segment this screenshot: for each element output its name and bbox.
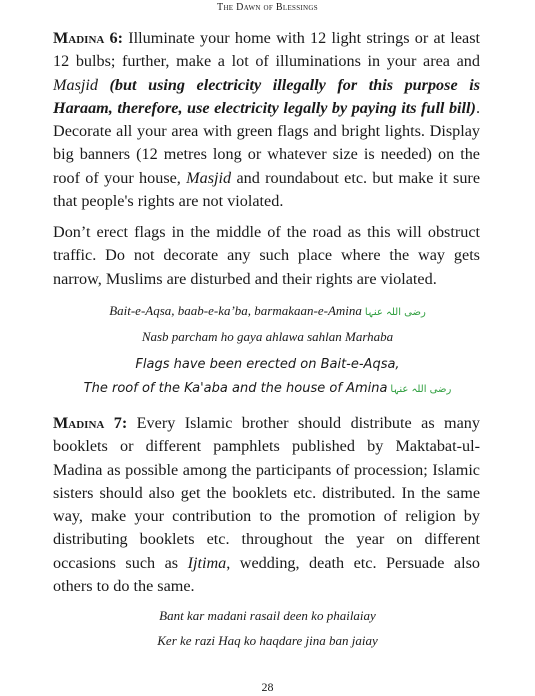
verse-1-line-1-text: Bait-e-Aqsa, baab-e-ka’ba, barmakaan-e-Amina (109, 303, 362, 318)
madina-6-label: Madina 6: (53, 29, 124, 47)
verse-1-line-1 (0, 303, 535, 319)
ijtima-term: Ijtima (187, 553, 227, 572)
verse-1-translation-2-text: The roof of the Ka'aba and the house of Amina (83, 381, 388, 396)
masjid-term-2: Masjid (186, 168, 232, 187)
verse-2-line-1: Bant kar madani rasail deen ko phailaiay (159, 608, 376, 623)
page-number: 28 (261, 680, 274, 694)
flags-paragraph: Don’t erect flags in the middle of the road as this will obstruct traffic. Do not decorate any such place where the way gets narrow, Muslims are disturbed and their rights are violated. (53, 223, 480, 288)
honorific-calligraphy: رضی اللہ عنہا (390, 384, 452, 395)
madina-6-text-1: Illuminate your home with 12 light strings or at least 12 bulbs; further, make a lot of illuminations in your area and (53, 29, 481, 71)
verse-2-line-2: Ker ke razi Haq ko haqdare jina ban jaiay (157, 633, 378, 648)
electricity-warning: (but using electricity illegally for this purpose is Haraam, therefore, use electricity legally by paying its full bill) (53, 75, 480, 117)
madina-7-text-1: Every Islamic brother should distribute as many booklets or different pamphlets published by Maktabat-ul-Madina as possible among the participants of procession; Islamic sisters should also get the booklets etc. distributed. In the same way, make your contribution to the promotion of religion by distributing booklets etc. throughout the year on different occasions such as (53, 414, 480, 572)
madina-7-paragraph (53, 412, 480, 598)
verse-1-line-2: Nasb parcham ho gaya ahlawa sahlan Marhaba (141, 329, 394, 344)
masjid-term-1: Masjid (53, 75, 98, 94)
verse-1-translation-1: Flags have been erected on Bait-e-Aqsa, (135, 357, 400, 372)
honorific-calligraphy: رضی اللہ عنہا (364, 307, 426, 318)
madina-6-text-3: and roundabout etc. but make it sure that people's rights are not violated. (53, 168, 481, 211)
madina-6-paragraph (53, 27, 480, 213)
madina-7-text-2: , wedding, death etc. Persuade also others to do the same. (53, 553, 480, 596)
running-header: The Dawn of Blessings (217, 2, 318, 13)
verse-1-translation-2 (0, 381, 535, 396)
madina-7-label: Madina 7: (53, 414, 128, 432)
madina-6-text-2: . Decorate all your area with green flags and bright lights. Display big banners (12 metres long or whatever size is needed) on the roof of your house, (53, 98, 480, 187)
